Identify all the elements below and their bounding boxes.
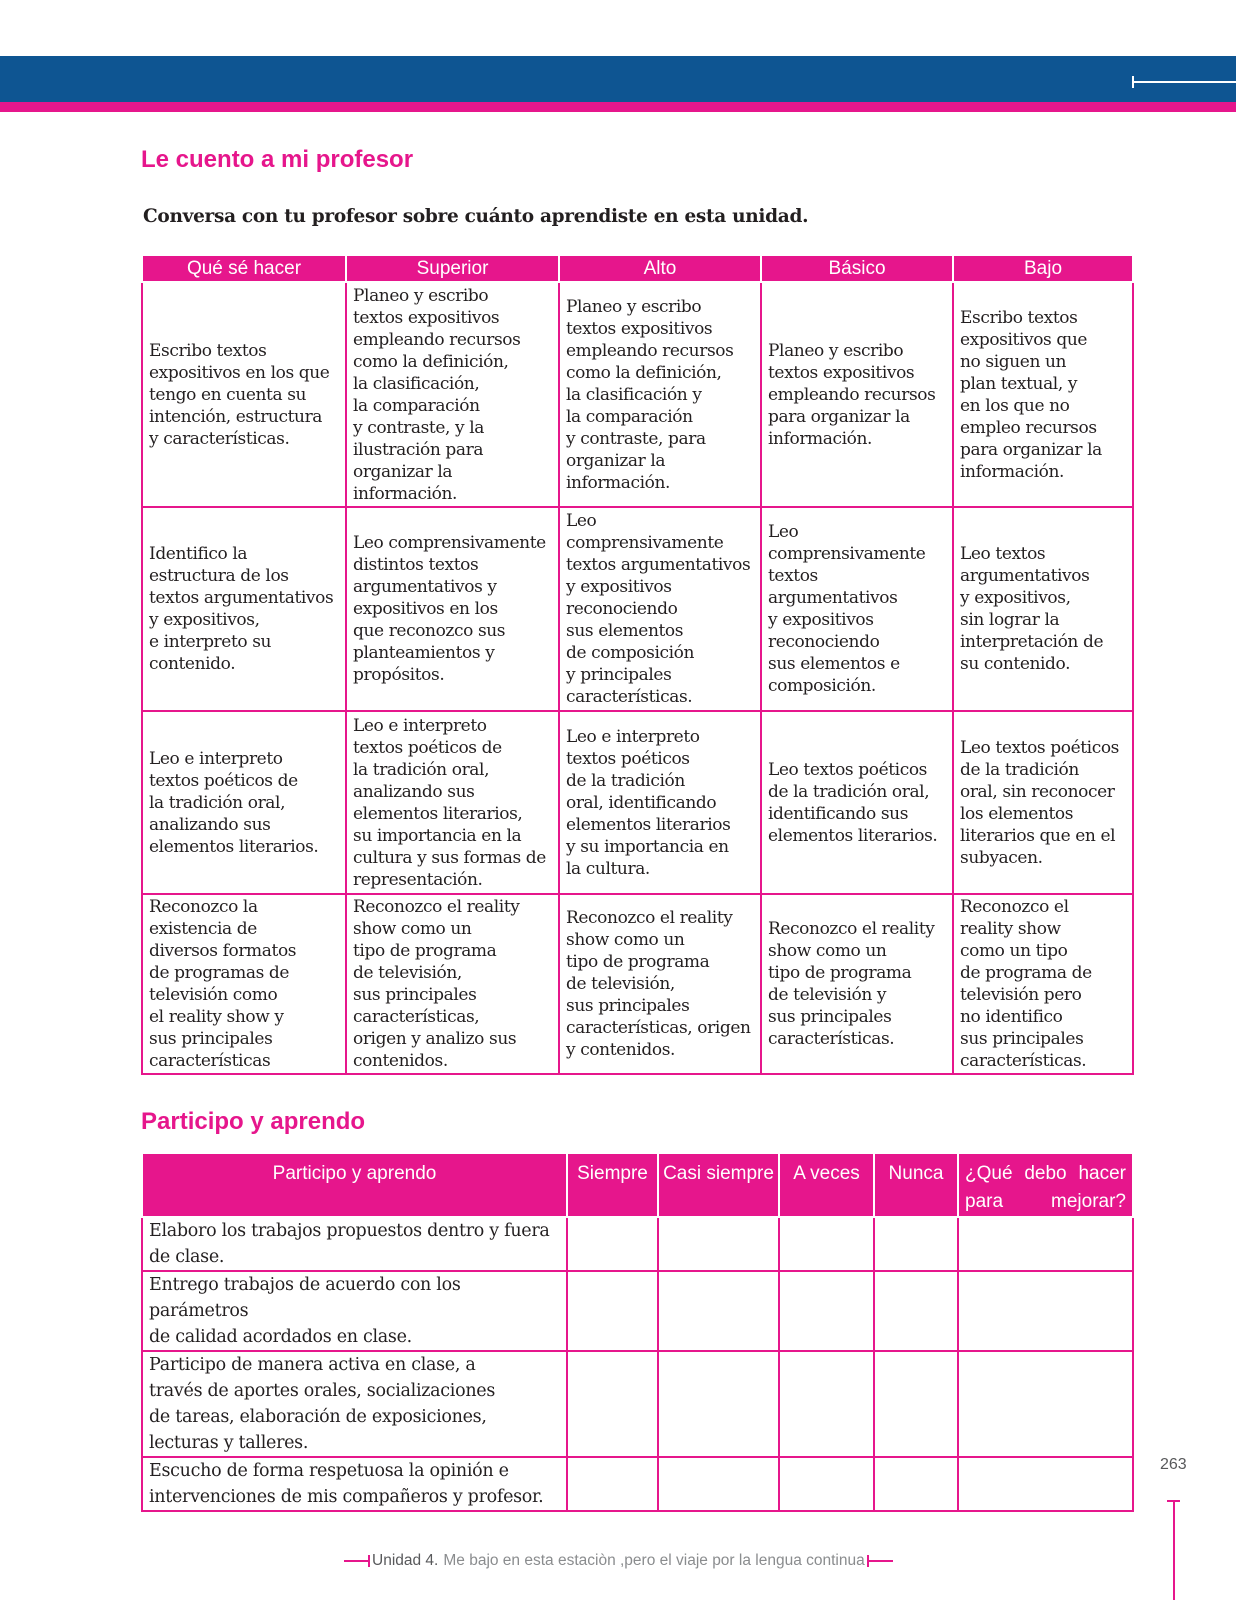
selfeval-criterion: Escucho de forma respetuosa la opinión e intervenciones de mis compañeros y profesor. [142, 1457, 567, 1511]
rubric-cell: Escribo textos expositivos en los que tengo en cuenta su intención, estructura y características. [142, 282, 346, 507]
answer-cell-siempre[interactable] [567, 1457, 658, 1511]
rubric-cell: Leo e interpreto textos poéticos de la tradición oral, analizando sus elementos literarios. [142, 711, 346, 894]
answer-cell-casi-siempre[interactable] [658, 1217, 779, 1271]
self-evaluation-table [141, 1152, 1134, 1512]
rubric-header-basico: Básico [761, 255, 953, 282]
selfeval-header-participo: Participo y aprendo [142, 1153, 567, 1217]
header-rule [1132, 81, 1236, 83]
rubric-header-superior: Superior [346, 255, 559, 282]
footer-left-rule [344, 1560, 370, 1562]
answer-cell-nunca[interactable] [874, 1351, 958, 1457]
rubric-cell: Reconozco el reality show como un tipo de programa de televisión pero no identifico sus principales características. [953, 894, 1133, 1074]
section-title-le-cuento: Le cuento a mi profesor [141, 146, 414, 173]
rubric-cell: Planeo y escribo textos expositivos empleando recursos para organizar la información. [761, 282, 953, 507]
rubric-cell: Leo textos argumentativos y expositivos, sin lograr la interpretación de su contenido. [953, 507, 1133, 711]
rubric-cell: Planeo y escribo textos expositivos empleando recursos como la definición, la clasificación y la comparación y contraste, para organizar la información. [559, 282, 761, 507]
rubric-row [142, 711, 1133, 894]
footer-right-rule [867, 1560, 893, 1562]
section-title-participo: Participo y aprendo [141, 1108, 366, 1135]
answer-cell-mejorar[interactable] [958, 1217, 1133, 1271]
selfeval-header-nunca: Nunca [874, 1153, 958, 1217]
footer [344, 1550, 893, 1572]
header-band [0, 56, 1236, 102]
answer-cell-nunca[interactable] [874, 1271, 958, 1351]
rubric-cell: Leo e interpreto textos poéticos de la tradición oral, identificando elementos literarios y su importancia en la cultura. [559, 711, 761, 894]
selfeval-header-a-veces: A veces [779, 1153, 874, 1217]
rubric-cell: Escribo textos expositivos que no siguen un plan textual, y en los que no empleo recursos para organizar la información. [953, 282, 1133, 507]
page-number: 263 [1160, 1456, 1187, 1473]
selfeval-header-casi-siempre: Casi siempre [658, 1153, 779, 1217]
answer-cell-casi-siempre[interactable] [658, 1271, 779, 1351]
selfeval-row [142, 1351, 1133, 1457]
answer-cell-a-veces[interactable] [779, 1457, 874, 1511]
rubric-cell: Leo textos poéticos de la tradición oral, identificando sus elementos literarios. [761, 711, 953, 894]
answer-cell-a-veces[interactable] [779, 1271, 874, 1351]
footer-unit-subtitle: Me bajo en esta estaciòn ,pero el viaje por la lengua continua [443, 1552, 865, 1569]
answer-cell-mejorar[interactable] [958, 1351, 1133, 1457]
rubric-header-alto: Alto [559, 255, 761, 282]
selfeval-header-mejorar: ¿Qué debo hacer para mejorar? [958, 1153, 1133, 1217]
rubric-header-bajo: Bajo [953, 255, 1133, 282]
rubric-table [141, 254, 1134, 1075]
footer-unit-label: Unidad 4. [372, 1552, 439, 1569]
answer-cell-casi-siempre[interactable] [658, 1351, 779, 1457]
rubric-row [142, 894, 1133, 1074]
rubric-cell: Leo comprensivamente textos argumentativos y expositivos reconociendo sus elementos de composición y principales características. [559, 507, 761, 711]
selfeval-row [142, 1217, 1133, 1271]
rubric-cell: Leo comprensivamente textos argumentativos y expositivos reconociendo sus elementos e composición. [761, 507, 953, 711]
rubric-header-que-se-hacer: Qué sé hacer [142, 255, 346, 282]
answer-cell-siempre[interactable] [567, 1217, 658, 1271]
answer-cell-a-veces[interactable] [779, 1351, 874, 1457]
selfeval-row [142, 1457, 1133, 1511]
answer-cell-mejorar[interactable] [958, 1271, 1133, 1351]
rubric-row [142, 282, 1133, 507]
selfeval-header-siempre: Siempre [567, 1153, 658, 1217]
rubric-cell: Reconozco la existencia de diversos formatos de programas de televisión como el reality show y sus principales características [142, 894, 346, 1074]
selfeval-criterion: Participo de manera activa en clase, a través de aportes orales, socializaciones de tareas, elaboración de exposiciones, lecturas y talleres. [142, 1351, 567, 1457]
rubric-cell: Identifico la estructura de los textos argumentativos y expositivos, e interpreto su contenido. [142, 507, 346, 711]
answer-cell-a-veces[interactable] [779, 1217, 874, 1271]
answer-cell-nunca[interactable] [874, 1217, 958, 1271]
answer-cell-nunca[interactable] [874, 1457, 958, 1511]
rubric-header-row [142, 255, 1133, 282]
rubric-row [142, 507, 1133, 711]
rubric-cell: Reconozco el reality show como un tipo de programa de televisión, sus principales características, origen y contenidos. [559, 894, 761, 1074]
rubric-cell: Leo comprensivamente distintos textos argumentativos y expositivos en los que reconozco sus planteamientos y propósitos. [346, 507, 559, 711]
selfeval-criterion: Entrego trabajos de acuerdo con los parámetros de calidad acordados en clase. [142, 1271, 567, 1351]
rubric-cell: Reconozco el reality show como un tipo de programa de televisión y sus principales características. [761, 894, 953, 1074]
selfeval-criterion: Elaboro los trabajos propuestos dentro y fuera de clase. [142, 1217, 567, 1271]
answer-cell-siempre[interactable] [567, 1351, 658, 1457]
instruction-text: Conversa con tu profesor sobre cuánto aprendiste en esta unidad. [143, 206, 809, 227]
answer-cell-mejorar[interactable] [958, 1457, 1133, 1511]
rubric-cell: Leo textos poéticos de la tradición oral, sin reconocer los elementos literarios que en el subyacen. [953, 711, 1133, 894]
selfeval-header-row [142, 1153, 1133, 1217]
header-accent-stripe [0, 102, 1236, 112]
selfeval-row [142, 1271, 1133, 1351]
side-rule [1173, 1500, 1175, 1600]
answer-cell-siempre[interactable] [567, 1271, 658, 1351]
rubric-cell: Planeo y escribo textos expositivos empleando recursos como la definición, la clasificación, la comparación y contraste, y la ilustración para organizar la información. [346, 282, 559, 507]
side-rule-tick [1167, 1500, 1180, 1502]
rubric-cell: Reconozco el reality show como un tipo de programa de televisión, sus principales características, origen y analizo sus contenidos. [346, 894, 559, 1074]
header-rule-tick [1132, 76, 1134, 88]
answer-cell-casi-siempre[interactable] [658, 1457, 779, 1511]
rubric-cell: Leo e interpreto textos poéticos de la tradición oral, analizando sus elementos literarios, su importancia en la cultura y sus formas de representación. [346, 711, 559, 894]
